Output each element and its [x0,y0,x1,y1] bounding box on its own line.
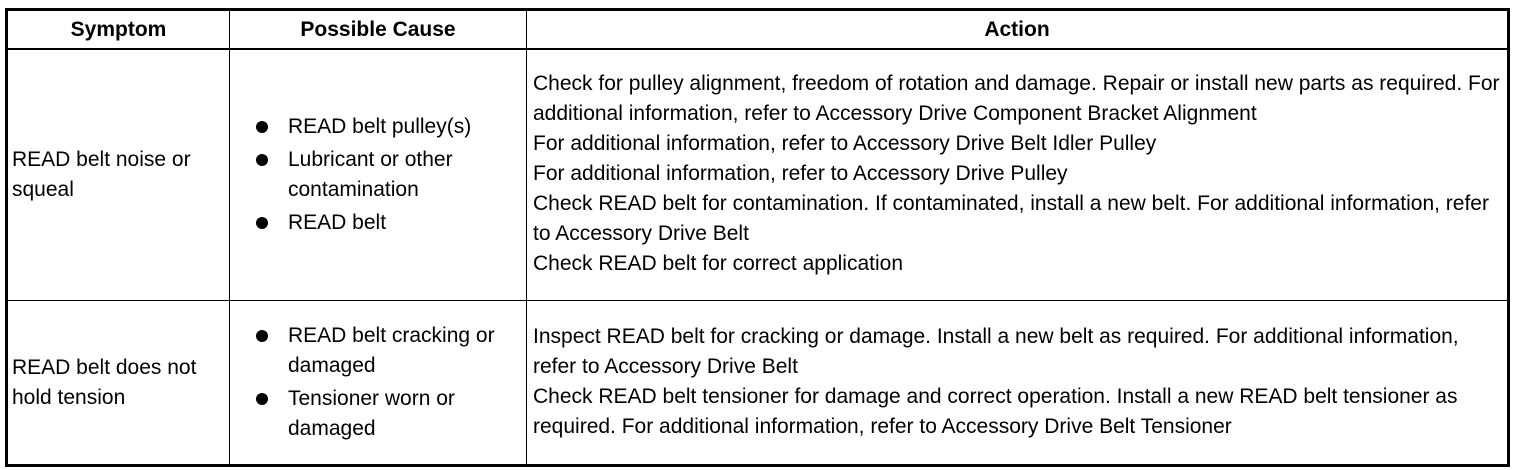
cause-item [252,321,522,381]
cause-text: Tensioner worn or damaged [288,387,455,440]
cause-cell [230,49,527,301]
action-text: Check for pulley alignment, freedom of rotation and damage. Repair or install new parts as required. For additional information, refer to Accessory Drive Component Bracket Alignment [533,72,1500,125]
cause-list [252,321,522,444]
cause-item [252,145,522,205]
cause-item [252,384,522,444]
action-text: For additional information, refer to Accessory Drive Belt Idler Pulley [533,132,1157,155]
cause-text: Lubricant or other contamination [288,148,453,201]
symptom-cell: READ belt does not hold tension [7,301,230,466]
cause-cell [230,301,527,466]
action-text: Check READ belt tensioner for damage and correct operation. Install a new READ belt tensioner as required. For additional information, refer to Accessory Drive Belt Tensioner [533,384,1458,438]
bullet-icon [256,154,268,166]
action-text: For additional information, refer to Accessory Drive Pulley [533,162,1068,185]
diagnosis-table [5,8,1510,467]
cause-text: READ belt pulley(s) [288,115,472,138]
action-text: Check READ belt for correct application [533,252,903,275]
bullet-icon [256,330,268,342]
bullet-icon [256,217,268,229]
cause-list [252,112,522,238]
cause-text: READ belt cracking or damaged [288,324,495,377]
cause-item [252,208,522,238]
action-text: Inspect READ belt for cracking or damage. Install a new belt as required. For additional information, refer to Accessory Drive Belt [533,324,1459,378]
table-header-row [7,10,1509,50]
bullet-icon [256,393,268,405]
header-symptom: Symptom [7,10,230,50]
action-text: Check READ belt for contamination. If contaminated, install a new belt. For additional information, refer to Accessory Drive Belt [533,192,1489,245]
cause-text: READ belt [288,211,387,234]
header-action: Action [527,10,1509,50]
table-row [7,301,1509,466]
symptom-cell: READ belt noise or squeal [7,49,230,301]
table-row [7,49,1509,301]
bullet-icon [256,121,268,133]
header-possible-cause: Possible Cause [230,10,527,50]
cause-item [252,112,522,142]
action-cell [527,49,1509,301]
action-cell [527,301,1509,466]
